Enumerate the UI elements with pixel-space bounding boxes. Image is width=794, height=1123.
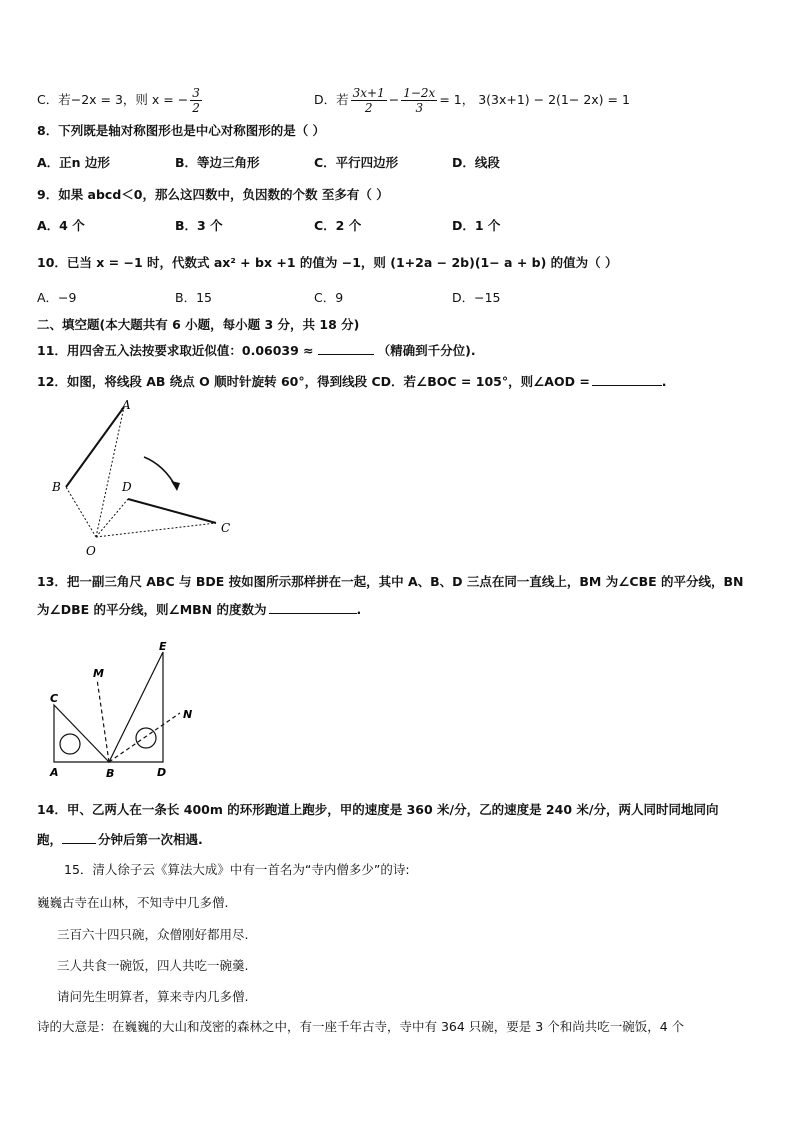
point-o-label: O (86, 544, 96, 558)
q12-answer-blank[interactable] (592, 373, 662, 386)
q9-option-a: A．4 个 (37, 218, 85, 233)
q15-poem-line-3: 三人共食一碗饭，四人共吃一碗羹. (57, 958, 249, 973)
q15-poem-line-2: 三百六十四只碗，众僧刚好都用尽. (57, 927, 249, 942)
q10-option-d: D．−15 (452, 290, 501, 305)
point-c-label: C (221, 521, 231, 535)
q8-option-b: B．等边三角形 (175, 155, 260, 170)
q13-line1: 13．把一副三角尺 ABC 与 BDE 按如图所示那样拼在一起，其中 A、B、D 三点在同一直线上，BM 为∠CBE 的平分线，BN (37, 574, 744, 589)
q7-option-d: D．若 $\frac{3x+1}{2}$ − $\frac{1-2x}{3}$ = 1， 3(3x+1) − 2(1− 2x) = 1 (314, 86, 630, 115)
q8-stem: 8．下列既是轴对称图形也是中心对称图形的是（ ） (37, 123, 326, 138)
point-d-label: D (122, 480, 132, 494)
q15-poem-line-4: 请问先生明算者，算来寺内几多僧. (57, 989, 249, 1004)
q15-poem-line-1: 巍巍古寺在山林，不知寺中几多僧. (37, 895, 229, 910)
q7-option-c: C．若−2x = 3，则 x = − $\frac{3}{2}$ (37, 86, 200, 115)
point-b-label: B (52, 480, 61, 494)
q11-answer-blank[interactable] (318, 342, 374, 355)
vertex-c-label: C (50, 692, 59, 705)
q9-option-c: C．2 个 (314, 218, 362, 233)
q13-answer-blank[interactable] (269, 601, 357, 614)
q10-option-a: A．−9 (37, 290, 77, 305)
vertex-b-label: B (106, 767, 115, 780)
q15-meaning: 诗的大意是：在巍巍的大山和茂密的森林之中，有一座千年古寺，寺中有 364 只碗，要是 3 个和尚共吃一碗饭，4 个 (37, 1019, 685, 1034)
vertex-a-label: A (50, 766, 59, 779)
q13-triangle-ruler-figure (40, 635, 210, 785)
q14-answer-blank[interactable] (62, 831, 96, 844)
q11: 11．用四舍五入法按要求取近似值：0.06039 ≈ （精确到千分位). (37, 343, 476, 358)
point-a-label: A (122, 398, 131, 412)
q12-stem-line: 12．如图，将线段 AB 绕点 O 顺时针旋转 60°，得到线段 CD．若∠BOC = 105°，则∠AOD = . (37, 374, 667, 389)
q10-option-b: B．15 (175, 290, 212, 305)
q14-line1: 14．甲、乙两人在一条长 400m 的环形跑道上跑步，甲的速度是 360 米/分，乙的速度是 240 米/分，两人同时同地同向 (37, 802, 719, 817)
vertex-e-label: E (159, 640, 167, 653)
q9-stem: 9．如果 abcd＜0，那么这四数中，负因数的个数 至多有（ ） (37, 187, 389, 202)
q13-line2: 为∠DBE 的平分线，则∠MBN 的度数为 . (37, 602, 362, 617)
ray-n-label: N (183, 708, 193, 721)
q8-option-c: C．平行四边形 (314, 155, 399, 170)
q15-stem: 15．清人徐子云《算法大成》中有一首名为“寺内僧多少”的诗: (64, 862, 410, 877)
q10-stem: 10．已当 x = −1 时，代数式 ax² + bx +1 的值为 −1，则 (1+2a − 2b)(1− a + b) 的值为（ ） (37, 255, 618, 270)
ray-m-label: M (93, 667, 104, 680)
vertex-d-label: D (157, 766, 167, 779)
q12-rotation-figure (40, 395, 250, 565)
q8-option-a: A．正n 边形 (37, 155, 110, 170)
q7-c-fraction: $\frac{3}{2}$ (192, 86, 200, 115)
q9-option-d: D．1 个 (452, 218, 501, 233)
q10-option-c: C．9 (314, 290, 344, 305)
q8-option-d: D．线段 (452, 155, 500, 170)
q9-option-b: B．3 个 (175, 218, 223, 233)
section-fill-in-title: 二、填空题(本大题共有 6 小题，每小题 3 分，共 18 分) (37, 317, 360, 332)
q14-line2: 跑， 分钟后第一次相遇. (37, 832, 203, 847)
